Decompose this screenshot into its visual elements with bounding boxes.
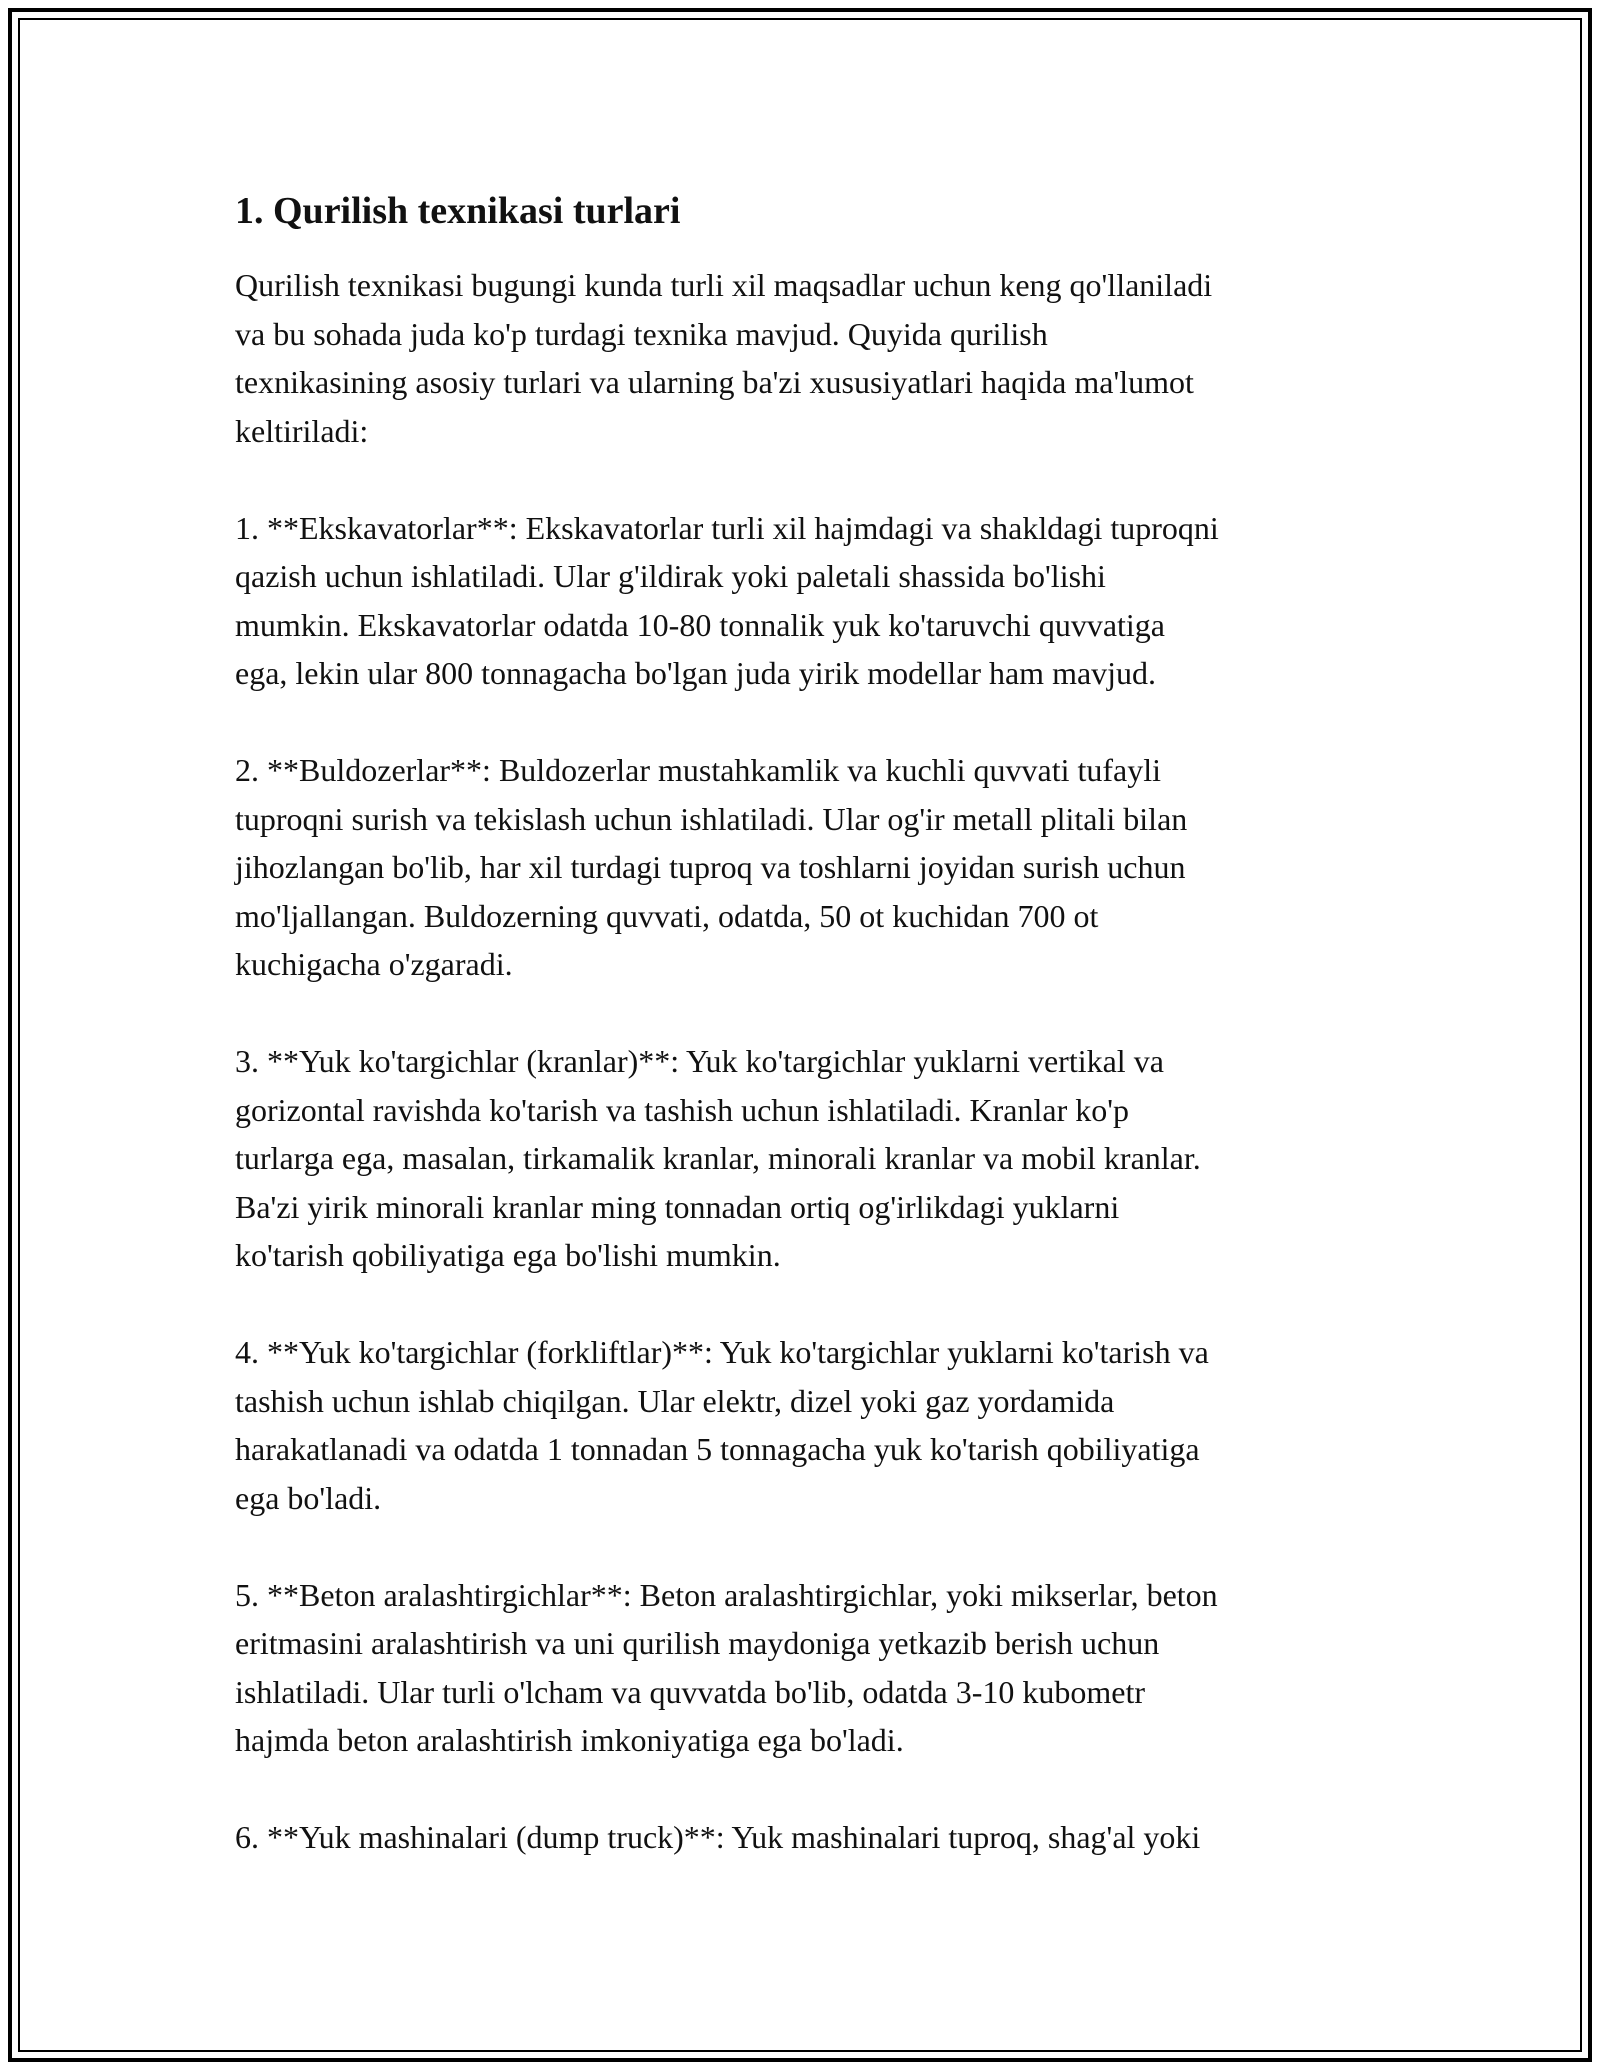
section-heading: 1. Qurilish texnikasi turlari bbox=[235, 190, 681, 232]
list-item-excavators: 1. **Ekskavatorlar**: Ekskavatorlar turli xil hajmdagi va shakldagi tuproqni qazish uchun ishlatiladi. Ular g'ildirak yoki paletali shassida bo'lishi mumkin. Ekskavatorlar odatda 10-80 tonnalik yuk ko'taruvchi quvvatiga ega, lekin ular 800 tonnagacha bo'lgan juda yirik modellar ham mavjud. bbox=[235, 509, 1219, 691]
list-item-cranes: 3. **Yuk ko'targichlar (kranlar)**: Yuk ko'targichlar yuklarni vertikal va gorizontal ravishda ko'tarish va tashish uchun ishlatiladi. Kranlar ko'p turlarga ega, masalan, tirkamalik kranlar, minorali kranlar va mobil kranlar. Ba'zi yirik minorali kranlar ming tonnadan ortiq og'irlikdagi yuklarni ko'tarish qobiliyatiga ega bo'lishi mumkin. bbox=[235, 1043, 1201, 1273]
document-body bbox=[235, 185, 1375, 1862]
list-item-concrete-mixers: 5. **Beton aralashtirgichlar**: Beton aralashtirgichlar, yoki mikserlar, beton eritmasini aralashtirish va uni qurilish maydoniga yetkazib berish uchun ishlatiladi. Ular turli o'lcham va quvvatda bo'lib, odatda 3-10 kubometr hajmda beton aralashtirish imkoniyatiga ega bo'ladi. bbox=[235, 1576, 1218, 1758]
intro-paragraph: Qurilish texnikasi bugungi kunda turli xil maqsadlar uchun keng qo'llaniladi va bu sohada juda ko'p turdagi texnika mavjud. Quyida qurilish texnikasining asosiy turlari va ularning ba'zi xususiyatlari haqida ma'lumot keltiriladi: bbox=[235, 267, 1213, 449]
list-item-dump-trucks: 6. **Yuk mashinalari (dump truck)**: Yuk mashinalari tuproq, shag'al yoki bbox=[235, 1819, 1201, 1855]
list-item-bulldozers: 2. **Buldozerlar**: Buldozerlar mustahkamlik va kuchli quvvati tufayli tuproqni surish va tekislash uchun ishlatiladi. Ular og'ir metall plitali bilan jihozlangan bo'lib, har xil turdagi tuproq va toshlarni joyidan surish uchun mo'ljallangan. Buldozerning quvvati, odatda, 50 ot kuchidan 700 ot kuchigacha o'zgaradi. bbox=[235, 752, 1188, 982]
list-item-forklifts: 4. **Yuk ko'targichlar (forkliftlar)**: Yuk ko'targichlar yuklarni ko'tarish va tashish uchun ishlab chiqilgan. Ular elektr, dizel yoki gaz yordamida harakatlanadi va odatda 1 tonnadan 5 tonnagacha yuk ko'tarish qobiliyatiga ega bo'ladi. bbox=[235, 1334, 1209, 1516]
